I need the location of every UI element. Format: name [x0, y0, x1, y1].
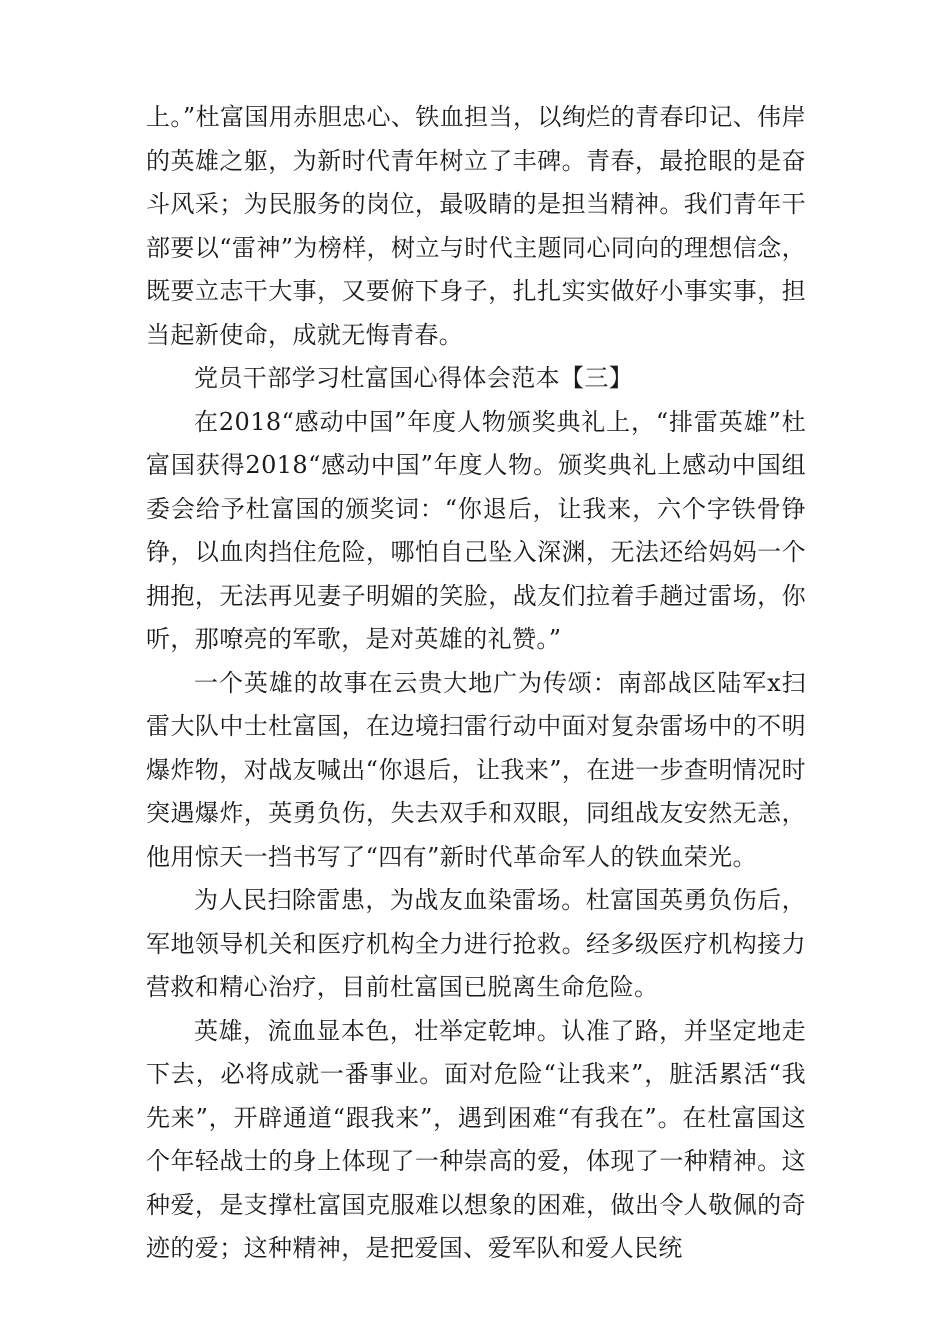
- paragraph-hero-story: 一个英雄的故事在云贵大地广为传颂：南部战区陆军x扫雷大队中士杜富国，在边境扫雷行动中面对复杂雷场中的不明爆炸物，对战友喊出“你退后，让我来”，在进一步查明情况时突遇爆炸，英勇负伤，失去双手和双眼，同组战友安然无恙，他用惊天一挡书写了“四有”新时代革命军人的铁血荣光。: [146, 668, 806, 871]
- paragraph-continuation: 上。”杜富国用赤胆忠心、铁血担当，以绚烂的青春印记、伟岸的英雄之躯，为新时代青年树立了丰碑。青春，最抢眼的是奋斗风采；为民服务的岗位，最吸睛的是担当精神。我们青年干部要以“雷神”为榜样，树立与时代主题同心同向的理想信念，既要立志干大事，又要俯下身子，扎扎实实做好小事实事，担当起新使命，成就无悔青春。: [146, 103, 806, 349]
- paragraph-rescue: 为人民扫除雷患，为战友血染雷场。杜富国英勇负伤后，军地领导机关和医疗机构全力进行抢救。经多级医疗机构接力营救和精心治疗，目前杜富国已脱离生命危险。: [146, 886, 806, 1001]
- paragraph-award-speech: 在2018“感动中国”年度人物颁奖典礼上，“排雷英雄”杜富国获得2018“感动中国”年度人物。颁奖典礼上感动中国组委会给予杜富国的颁奖词：“你退后，让我来，六个字铁骨铮铮，以血肉挡住危险，哪怕自己坠入深渊，无法还给妈妈一个拥抱，无法再见妻子明媚的笑脸，战友们拉着手趟过雷场，你听，那嘹亮的军歌，是对英雄的礼赞。”: [146, 407, 806, 653]
- section-heading: 党员干部学习杜富国心得体会范本【三】: [194, 364, 634, 392]
- paragraph-spirit: 英雄，流血显本色，壮举定乾坤。认准了路，并坚定地走下去，必将成就一番事业。面对危险“让我来”，脏活累活“我先来”，开辟通道“跟我来”，遇到困难“有我在”。在杜富国这个年轻战士的身上体现了一种崇高的爱，体现了一种精神。这种爱，是支撑杜富国克服难以想象的困难，做出令人敬佩的奇迹的爱；这种精神，是把爱国、爱军队和爱人民统: [146, 1016, 806, 1262]
- document-page: [146, 96, 806, 1271]
